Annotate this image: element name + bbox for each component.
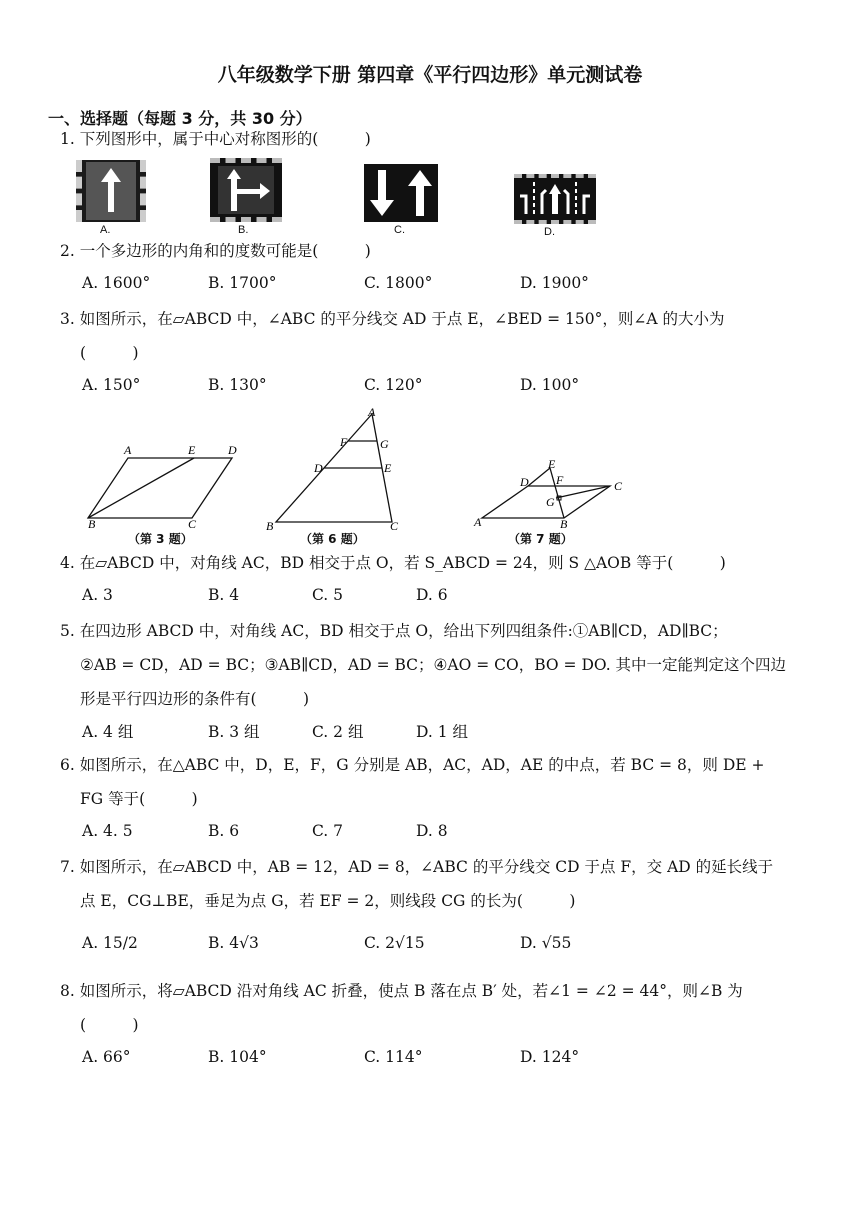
option-d-image: [514, 174, 596, 224]
q2-option-b: B. 1700°: [208, 274, 277, 292]
figure-7-diagram: [468, 456, 638, 532]
q2-option-a: A. 1600°: [82, 274, 151, 292]
q2-option-c: C. 1800°: [364, 274, 433, 292]
q3-option-d: D. 100°: [520, 376, 580, 394]
fig3-label-c: C: [188, 517, 197, 530]
option-c-image: [364, 164, 438, 222]
q6-option-d: D. 8: [416, 822, 448, 840]
figure-3-diagram: [80, 440, 250, 530]
question-5-line-3: 形是平行四边形的条件有( ): [80, 690, 310, 708]
q8-option-b: B. 104°: [208, 1048, 267, 1066]
q4-option-a: A. 3: [82, 586, 113, 604]
question-7-line-1: 7. 如图所示，在▱ABCD 中，AB = 12，AD = 8，∠ABC 的平分线交 CD 于点 F，交 AD 的延长线于: [60, 858, 774, 876]
q5-option-a: A. 4 组: [82, 723, 134, 741]
q3-option-c: C. 120°: [364, 376, 423, 394]
fig7-label-d: D: [520, 475, 529, 489]
q3-option-a: A. 150°: [82, 376, 141, 394]
fig6-label-b: B: [266, 519, 274, 532]
fig7-label-a: A: [474, 515, 482, 529]
lane-arrows-icon: [514, 178, 596, 220]
fig7-label-f: F: [556, 473, 564, 487]
q6-option-c: C. 7: [312, 822, 344, 840]
fig7-label-e: E: [548, 457, 556, 471]
fig7-label-g: G: [546, 495, 555, 509]
q7-option-c: C. 2√15: [364, 934, 425, 952]
q6-option-a: A. 4. 5: [82, 822, 133, 840]
fig3-label-a: A: [124, 443, 132, 457]
question-5-line-1: 5. 在四边形 ABCD 中，对角线 AC，BD 相交于点 O，给出下列四组条件:①AB∥CD，AD∥BC；: [60, 622, 728, 640]
q6-option-b: B. 6: [208, 822, 240, 840]
figure-7-caption: （第 7 题）: [508, 532, 573, 546]
question-6-line-2: FG 等于( ): [80, 790, 198, 808]
question-7-line-2: 点 E，CG⊥BE，垂足为点 G，若 EF = 2，则线段 CG 的长为( ): [80, 892, 576, 910]
turn-right-arrow-icon: [210, 163, 282, 217]
option-b-label: B.: [238, 224, 249, 236]
fig6-label-g: G: [380, 437, 389, 451]
question-4: 4. 在▱ABCD 中，对角线 AC，BD 相交于点 O，若 S_ABCD = 24，则 S △AOB 等于( ): [60, 554, 726, 572]
q5-option-b: B. 3 组: [208, 723, 260, 741]
q2-option-d: D. 1900°: [520, 274, 589, 292]
up-down-arrows-icon: [364, 164, 438, 222]
fig6-label-a: A: [368, 408, 376, 419]
fig6-label-e: E: [384, 461, 392, 475]
figure-3-caption: （第 3 题）: [128, 532, 193, 546]
question-3-line-2: ( ): [80, 344, 139, 362]
question-3-line-1: 3. 如图所示，在▱ABCD 中，∠ABC 的平分线交 AD 于点 E，∠BED = 150°，则∠A 的大小为: [60, 310, 725, 328]
q3-option-b: B. 130°: [208, 376, 267, 394]
question-8-line-2: ( ): [80, 1016, 139, 1034]
figure-6-caption: （第 6 题）: [300, 532, 365, 546]
fig6-label-f: F: [340, 435, 348, 449]
q4-option-b: B. 4: [208, 586, 240, 604]
q7-option-b: B. 4√3: [208, 934, 259, 952]
q5-option-c: C. 2 组: [312, 723, 364, 741]
question-8-line-1: 8. 如图所示，将▱ABCD 沿对角线 AC 折叠，使点 B 落在点 B′ 处，若∠1 = ∠2 = 44°，则∠B 为: [60, 982, 743, 1000]
option-b-image: [210, 158, 282, 222]
option-d-label: D.: [544, 226, 555, 238]
figure-6-diagram: [260, 408, 410, 532]
question-5-line-2: ②AB = CD，AD = BC；③AB∥CD，AD = BC；④AO = CO，BO = DO. 其中一定能判定这个四边: [80, 656, 787, 674]
option-a-label: A.: [100, 224, 111, 236]
fig3-label-b: B: [88, 517, 96, 530]
fig7-label-c: C: [614, 479, 623, 493]
up-arrow-icon: [82, 160, 140, 222]
question-1: 1. 下列图形中，属于中心对称图形的( ): [60, 130, 371, 148]
page-title: 八年级数学下册 第四章《平行四边形》单元测试卷: [217, 64, 643, 86]
q7-option-d: D. √55: [520, 934, 572, 952]
q4-option-d: D. 6: [416, 586, 448, 604]
option-c-label: C.: [394, 224, 405, 236]
fig7-label-b: B: [560, 517, 568, 531]
option-a-image: [76, 160, 146, 222]
q4-option-c: C. 5: [312, 586, 344, 604]
fig3-label-e: E: [188, 443, 196, 457]
section-heading: 一、选择题（每题 3 分，共 30 分）: [48, 109, 312, 128]
question-2: 2. 一个多边形的内角和的度数可能是( ): [60, 242, 371, 260]
q5-option-d: D. 1 组: [416, 723, 469, 741]
fig6-label-d: D: [314, 461, 323, 475]
q7-option-a: A. 15/2: [82, 934, 138, 952]
q8-option-a: A. 66°: [82, 1048, 131, 1066]
q8-option-d: D. 124°: [520, 1048, 580, 1066]
fig3-label-d: D: [228, 443, 237, 457]
question-6-line-1: 6. 如图所示，在△ABC 中，D，E，F，G 分别是 AB，AC，AD，AE 的中点，若 BC = 8，则 DE +: [60, 756, 765, 774]
fig6-label-c: C: [390, 519, 399, 532]
q8-option-c: C. 114°: [364, 1048, 423, 1066]
